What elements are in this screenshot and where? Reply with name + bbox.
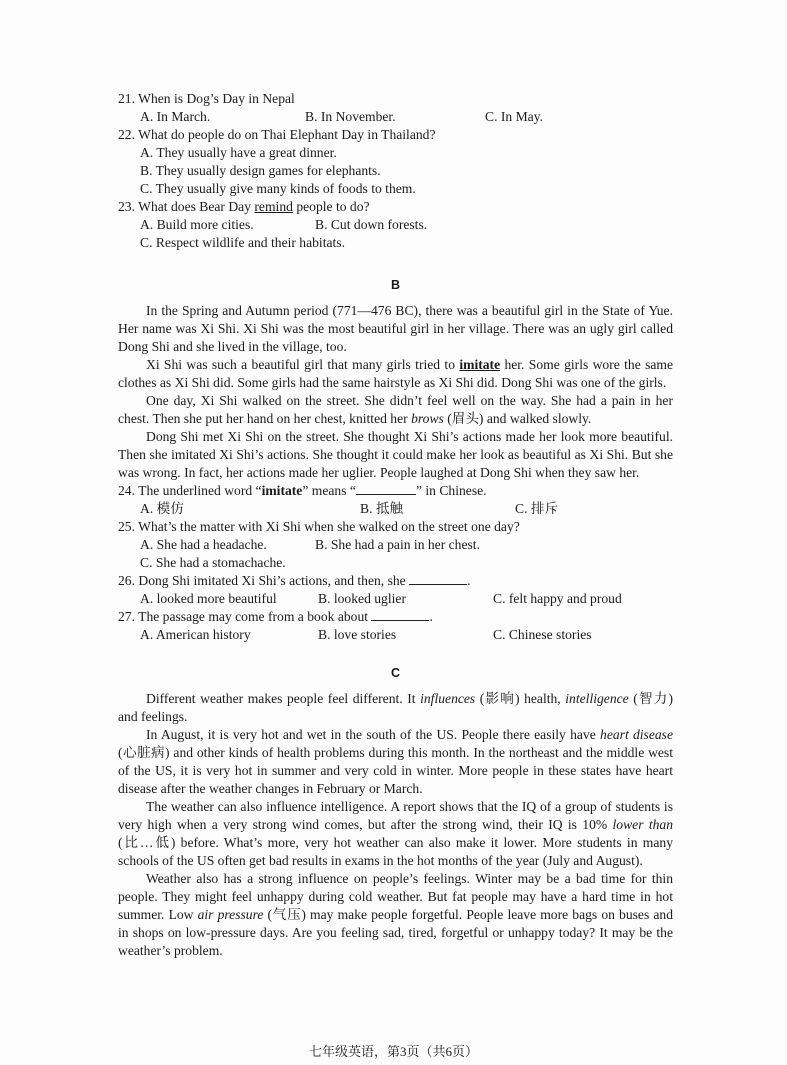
q23-underlined-word: remind — [254, 199, 293, 214]
q26-option-b: B. looked uglier — [318, 591, 406, 606]
q27-answer-blank[interactable] — [371, 608, 429, 621]
passage-c-p1-b: health, — [519, 691, 566, 706]
lower-than-gloss: (比…低) — [118, 835, 176, 850]
brows-gloss: (眉头) — [443, 411, 484, 426]
passage-c-p4-a: Weather also has a strong influence on people’s feelings. Winter may be a bad time for thin people. They might feel unhappy during cold weather. But fat people may have a hard time in hot summer. Low — [118, 871, 673, 922]
q25-option-c: C. She had a stomachache. — [140, 555, 286, 570]
q26-stem-text: 26. Dong Shi imitated Xi Shi’s actions, and then, she — [118, 573, 406, 588]
q24-option-a: A. 模仿 — [140, 501, 184, 516]
q23-options-row — [140, 216, 673, 234]
q26-option-c: C. felt happy and proud — [493, 591, 622, 606]
q27-option-a: A. American history — [140, 627, 251, 642]
air-pressure-gloss: (气压) — [263, 907, 306, 922]
passage-c-p1 — [118, 690, 673, 726]
q22-stem: 22. What do people do on Thai Elephant Day in Thailand? — [118, 127, 436, 142]
heart-disease-word: heart disease — [600, 727, 673, 742]
q24-stem-pre: 24. The underlined word “ — [118, 483, 262, 498]
passage-b-p3-post: and walked slowly. — [483, 411, 592, 426]
q24-option-b: B. 抵触 — [360, 501, 404, 516]
q27-option-b: B. love stories — [318, 627, 397, 642]
influences-gloss: (影响) — [475, 691, 520, 706]
q23-stem — [118, 198, 673, 216]
q23-option-a: A. Build more cities. — [140, 217, 254, 232]
q23-stem-pre: 23. What does Bear Day — [118, 199, 255, 214]
passage-b-p3 — [118, 392, 673, 428]
passage-c-p3-a: The weather can also influence intelligence. A report shows that the IQ of a group of students is very high when a very strong wind comes, but after the strong wind, their IQ is 10% — [118, 799, 673, 832]
passage-c-p2-b: and other kinds of health problems during this month. In the northeast and the middle west of the US, it is very hot in summer and very cold in winter. More people in these states have heart disease after the weather changes in February or March. — [118, 745, 673, 796]
passage-b-p1: In the Spring and Autumn period (771—476 BC), there was a beautiful girl in the State of Yue. Her name was Xi Shi. Xi Shi was the most beautiful girl in her village. There was an ugly girl called Dong Shi and she lived in the village, too. — [118, 303, 673, 354]
q25-option-b: B. She had a pain in her chest. — [315, 537, 480, 552]
q25-option-a: A. She had a headache. — [140, 537, 267, 552]
q24-stem — [118, 482, 673, 500]
passage-c-p1-c: and feelings. — [118, 709, 188, 724]
intelligence-word: intelligence — [565, 691, 629, 706]
heart-disease-gloss: (心脏病) — [118, 745, 170, 760]
passage-c-p2 — [118, 726, 673, 798]
passage-c-p3-b: before. What’s more, very hot weather can also make it lower. More students in many schools of the US often get bad results in exams in the hot months of the year (July and August). — [118, 835, 673, 868]
page-footer: 七年级英语，第3页（共6页） — [308, 1044, 478, 1059]
q24-stem-post: ” in Chinese. — [415, 483, 487, 498]
passage-c-p2-a: In August, it is very hot and wet in the south of the US. People there easily have — [146, 727, 601, 742]
q21-option-b: B. In November. — [305, 109, 396, 124]
q23-stem-post: people to do? — [292, 199, 370, 214]
section-b-title: B — [390, 278, 401, 292]
passage-c-p4-b: may make people forgetful. People leave more bags on buses and in shops on low-pressure days. Are you feeling sad, tired, forgetful or unhappy today? It may be the weather’s problem. — [118, 907, 673, 958]
q24-stem-mid: ” means “ — [302, 483, 356, 498]
passage-c-p3 — [118, 798, 673, 870]
q26-option-a: A. looked more beautiful — [140, 591, 277, 606]
q21-option-a: A. In March. — [140, 109, 211, 124]
q24-option-c: C. 排斥 — [515, 501, 559, 516]
q21-stem: 21. When is Dog’s Day in Nepal — [118, 91, 295, 106]
passage-c-p1-a: Different weather makes people feel different. It — [146, 691, 421, 706]
lower-than-word: lower than — [612, 817, 673, 832]
q23-option-c: C. Respect wildlife and their habitats. — [140, 235, 345, 250]
q24-keyword: imitate — [261, 483, 303, 498]
q24-answer-blank[interactable] — [356, 482, 416, 495]
q25-stem: 25. What’s the matter with Xi Shi when she walked on the street one day? — [118, 519, 520, 534]
passage-b-p3-pre: One day, Xi Shi walked on the street. She didn’t feel well on the way. She had a pain in her chest. Then she put her hand on her chest, knitted her — [118, 393, 673, 426]
section-c-title: C — [390, 666, 401, 680]
exam-page — [118, 90, 673, 960]
q27-options — [140, 626, 673, 644]
q25-options-row — [140, 536, 673, 554]
passage-b-p2-post: her. Some girls wore the same clothes as Xi Shi did. Some girls had the same hairstyle as Xi Shi did. Dong Shi was one of the girls. — [118, 357, 674, 390]
q22-option-b: B. They usually design games for elephants. — [140, 163, 381, 178]
air-pressure-word: air pressure — [197, 907, 264, 922]
imitate-keyword: imitate — [459, 357, 501, 372]
passage-b-p2 — [118, 356, 673, 392]
q22-option-c: C. They usually give many kinds of foods to them. — [140, 181, 416, 196]
q24-options — [140, 500, 673, 518]
q21-option-c: C. In May. — [485, 109, 544, 124]
q22-option-a: A. They usually have a great dinner. — [140, 145, 337, 160]
intelligence-gloss: (智力) — [628, 691, 673, 706]
passage-c-p4 — [118, 870, 673, 960]
q26-answer-blank[interactable] — [409, 572, 467, 585]
q26-options — [140, 590, 673, 608]
passage-b-p4: Dong Shi met Xi Shi on the street. She thought Xi Shi’s actions made her look more beautiful. Then she imitated Xi Shi’s actions. She thought it could make her look as beautiful as Xi Shi. But she was wrong. In fact, her actions made her uglier. People laughed at Dong Shi when they saw her. — [118, 429, 673, 480]
q21-options — [140, 108, 673, 126]
passage-b-p2-pre: Xi Shi was such a beautiful girl that many girls tried to — [146, 357, 460, 372]
q27-option-c: C. Chinese stories — [493, 627, 592, 642]
q27-stem-text: 27. The passage may come from a book about — [118, 609, 369, 624]
q26-stem: 26. Dong Shi imitated Xi Shi’s actions, and then, she . — [118, 573, 471, 588]
q27-stem: 27. The passage may come from a book about . — [118, 609, 433, 624]
brows-word: brows — [411, 411, 444, 426]
influences-word: influences — [420, 691, 476, 706]
q23-option-b: B. Cut down forests. — [315, 217, 428, 232]
